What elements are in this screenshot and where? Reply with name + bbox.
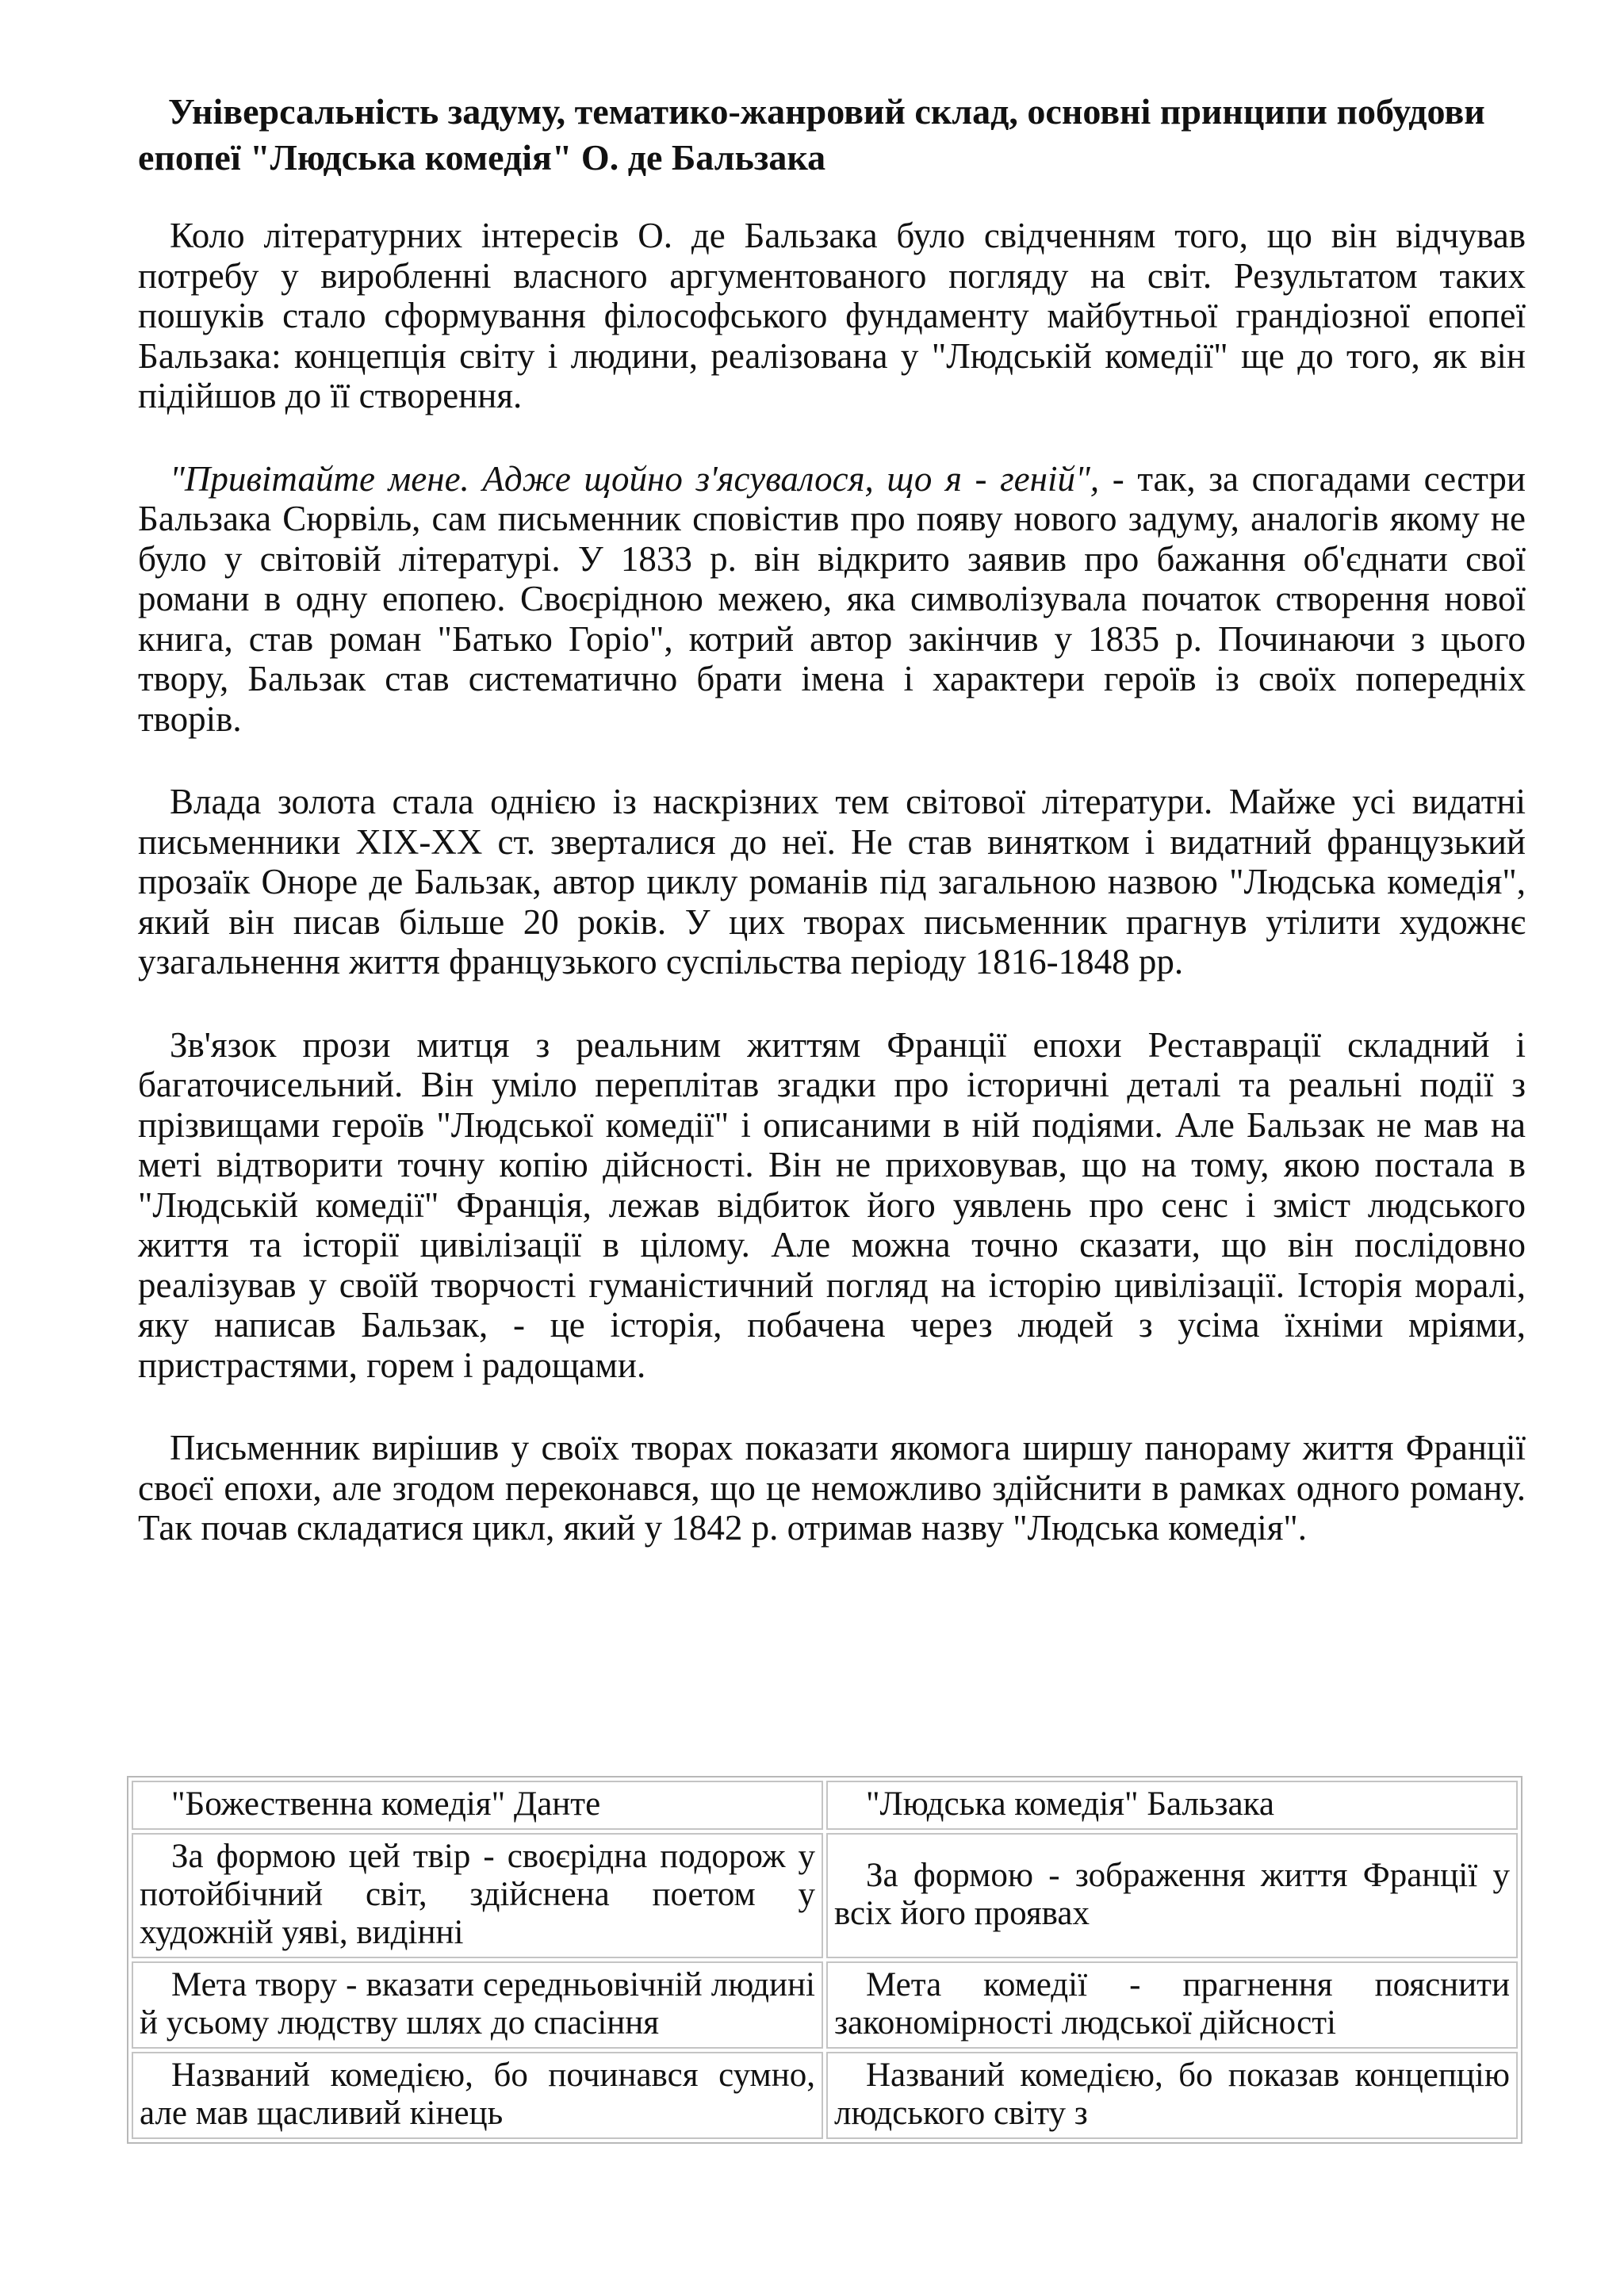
table-header-row [132,1781,1518,1830]
document-title: Універсальність задуму, тематико-жанровий склад, основні принципи побудови епопеї "Людська комедія" О. де Бальзака [138,91,1485,178]
paragraph-3: Влада золота стала однією із наскрізних тем світової літератури. Майже усі видатні письменники XIX-XX ст. зверталися до неї. Не став винятком і видатний французький прозаїк Оноре де Бальзак, автор циклу романів під загальною назвою "Людська комедія", який він писав більше 20 років. У цих творах письменник прагнув утілити художнє узагальнення життя французького суспільства періоду 1816-1848 рр. [138,782,1526,982]
quote-text: "Привітайте мене. Адже щойно з'ясувалося, що я - геній", [170,458,1100,499]
table-row [132,2052,1518,2139]
paragraph-2-text: - так, за спогадами сестри Бальзака Сюрвіль, сам письменник сповістив про появу нового задуму, аналогів якому не було у світовій літературі. У 1833 р. він відкрито заявив про бажання об'єднати свої романи в одну епопею. Своєрідною межею, яка символізувала початок створення нової книга, став роман "Батько Горіо", котрий автор закінчив у 1835 р. Починаючи з цього твору, Бальзак став систематично брати імена і характери героїв із своїх попередніх творів. [138,458,1526,739]
table-row [132,1833,1518,1958]
paragraph-4: Зв'язок прози митця з реальним життям Франції епохи Реставрації складний і багаточисельний. Він уміло переплітав згадки про історичні деталі та реальні події з прізвищами героїв "Людської комедії" і описаними в ній подіями. Але Бальзак не мав на меті відтворити точну копію дійсності. Він не приховував, що на тому, якою постала в "Людській комедії" Франція, лежав відбиток його уявлень про сенс і зміст людського життя та історії цивілізації в цілому. Але можна точно сказати, що він послідовно реалізував у своїй творчості гуманістичний погляд на історію цивілізації. Історія моралі, яку написав Бальзак, - це історія, побачена через людей з усіма їхніми мріями, пристрастями, горем і радощами. [138,1024,1526,1385]
paragraph-1: Коло літературних інтересів О. де Бальзака було свідченням того, що він відчував потребу у виробленні власного аргументованого погляду на світ. Результатом таких пошуків стало сформування філософського фундаменту майбутньої грандіозної епопеї Бальзака: концепція світу і людини, реалізована у "Людській комедії" ще до того, як він підійшов до її створення. [138,216,1526,415]
document-page [138,89,1526,1591]
paragraph-2 [138,459,1526,740]
table-row [132,1961,1518,2049]
paragraph-5: Письменник вирішив у своїх творах показати якомога ширшу панораму життя Франції своєї епохи, але згодом переконався, що це неможливо здійснити в рамках одного роману. Так почав складатися цикл, який у 1842 р. отримав назву "Людська комедія". [138,1428,1526,1548]
table-cell: Мета твору - вказати середньовічній людині й усьому людству шлях до спасіння [132,1961,823,2049]
table-cell: За формою - зображення життя Франції у всіх його проявах [826,1833,1518,1958]
table-cell: За формою цей твір - своєрідна подорож у потойбічний світ, здійснена поетом у художній уяві, видінні [132,1833,823,1958]
table-cell: Мета комедії - прагнення пояснити закономірності людської дійсності [826,1961,1518,2049]
table-header-dante: "Божественна комедія" Данте [132,1781,823,1830]
table-header-balzac: "Людська комедія" Бальзака [826,1781,1518,1830]
table-cell: Названий комедією, бо показав концепцію людського світу з [826,2052,1518,2139]
table-cell: Названий комедією, бо починався сумно, але мав щасливий кінець [132,2052,823,2139]
comparison-table [127,1776,1522,2144]
